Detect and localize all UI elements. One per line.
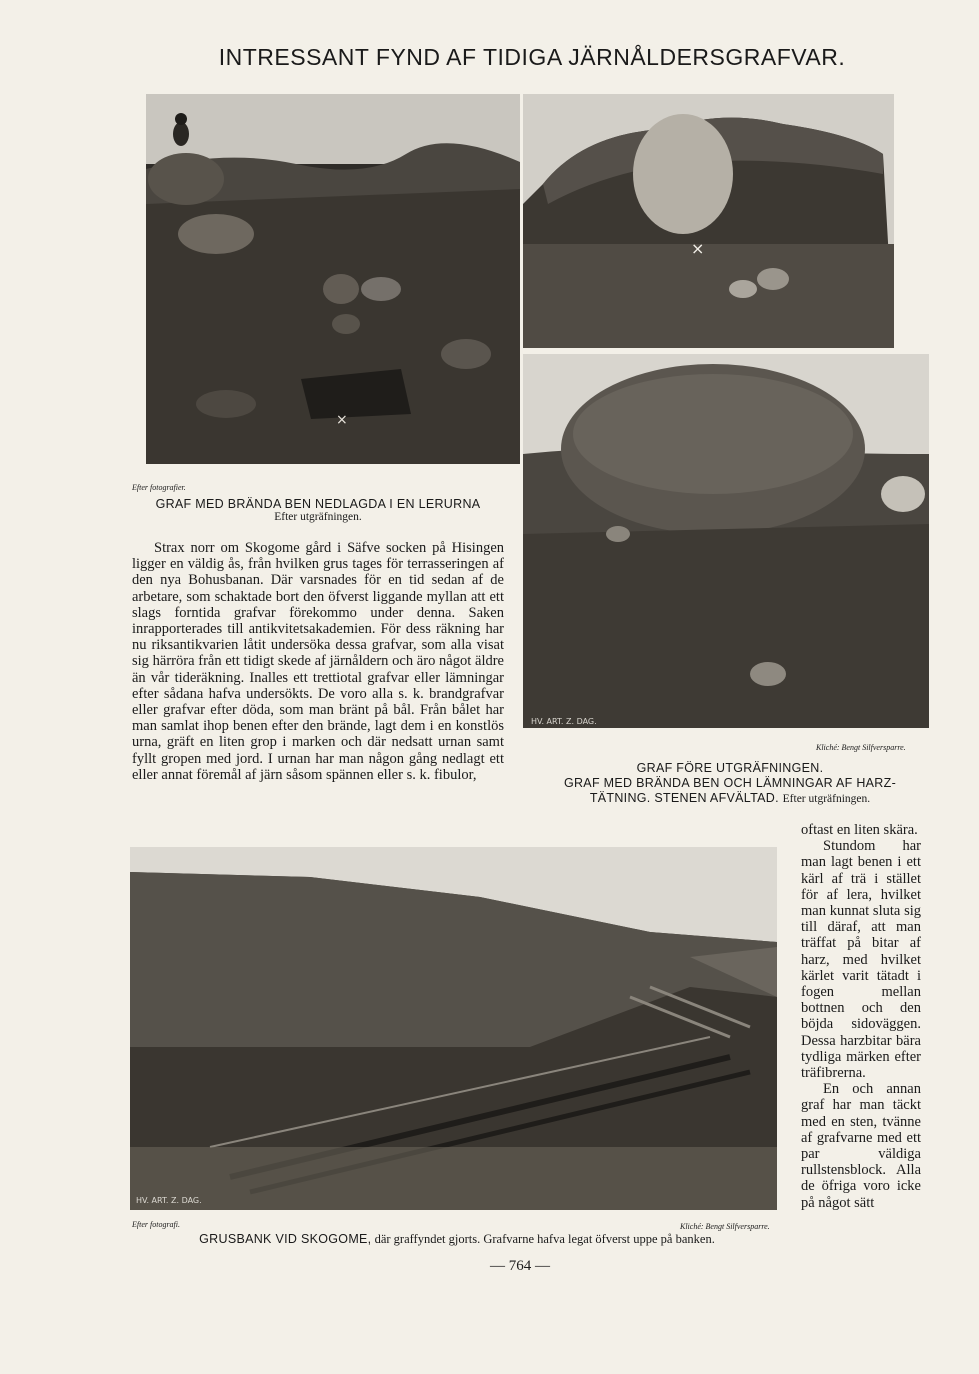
photo-grave-urn [146, 94, 520, 464]
caption-line [530, 791, 930, 807]
caption-sub: Efter utgräfningen. [274, 511, 362, 523]
caption-text: GRUSBANK VID SKOGOME, [199, 1232, 372, 1246]
article-main-column [132, 540, 504, 825]
photo-gravel-bank [130, 847, 777, 1210]
caption-line: GRAF MED BRÄNDA BEN NEDLAGDA I EN LERURNA [155, 497, 481, 511]
photo-imprint: HV. ART. Z. DAG. [136, 1196, 202, 1205]
photo-credit: Efter fotografi. [132, 1220, 180, 1229]
photo1-caption [122, 497, 514, 525]
photo-mound-boulder [523, 94, 894, 348]
caption-sub: Efter utgräfningen. [782, 793, 871, 805]
photo-large-boulder [523, 354, 929, 728]
article-paragraph: En och annan graf har man täckt med en sten, tvänne af grafvarne med ett par väldiga rullstensblock. Alla de öfriga voro icke på något sätt [801, 1081, 921, 1211]
svg-text:×: × [336, 412, 348, 428]
photo-credit: Kliché: Bengt Silfversparre. [680, 1222, 770, 1231]
photo-credit: Kliché: Bengt Silfversparre. [816, 743, 906, 752]
page-title: INTRESSANT FYND AF TIDIGA JÄRNÅLDERSGRAFVAR. [218, 44, 846, 70]
article-paragraph: Strax norr om Skogome gård i Säfve socken på Hisingen ligger en väldig ås, från hvilken grus tages för terrasseringen af den nya Bohusbanan. Där varsnades för en tid sedan af de arbetare, som schaktade bort den öfverst liggande myllan att ett slags forntida grafvar förekommo under denna. Saken inrapporterades till antikvitetsakademien. För dess räkning har nu riksantikvarien låtit undersöka dessa grafvar, som alla visat sig härröra från ett tidigt skede af järnåldern och äro något äldre än vår tideräkning. Inalles ett trettiotal grafvar eller lämningar efter sådana hafva undersökts. De voro alla s. k. brandgrafvar eller grafvar efter döda, som man bränt på bål. Från bålet har man samlat ihop benen efter den brände, lagt dem i en konstlös urna, gräft en liten grop i marken och där nedsatt urnan samt fyllt gropen med jord. I urnan har man någon gång nedlagt ett eller annat föremål af järn såsom spännen eller s. k. fibulor, [132, 540, 504, 783]
article-paragraph: oftast en liten skära. [801, 822, 918, 838]
caption-text: TÄTNING. STENEN AFVÄLTAD. [589, 791, 779, 805]
caption-line: GRAF FÖRE UTGRÄFNINGEN. [636, 761, 824, 775]
photo4-caption [132, 1232, 782, 1247]
article-side-column [801, 822, 921, 1252]
caption-line: GRAF MED BRÄNDA BEN OCH LÄMNINGAR AF HARZ- [563, 776, 897, 790]
page-number: — 764 — [490, 1258, 550, 1274]
photo3-caption [530, 761, 930, 807]
article-paragraph: Stundom har man lagt benen i ett kärl af trä i stället för af lera, hvilket man kunnat sluta sig till däraf, att man träffat på bitar af harz, med hvilket kärlet varit tätadt i fogen mellan bottnen och den böjda sidoväggen. Dessa harzbitar bära tydliga märken efter träfibrerna. [801, 838, 921, 1082]
caption-sub: där graffyndet gjorts. Grafvarne hafva legat öfverst uppe på banken. [374, 1232, 715, 1246]
grave-marker-x: × [691, 239, 705, 258]
photo-imprint: HV. ART. Z. DAG. [531, 717, 597, 726]
photo-credit: Efter fotografier. [132, 483, 186, 492]
